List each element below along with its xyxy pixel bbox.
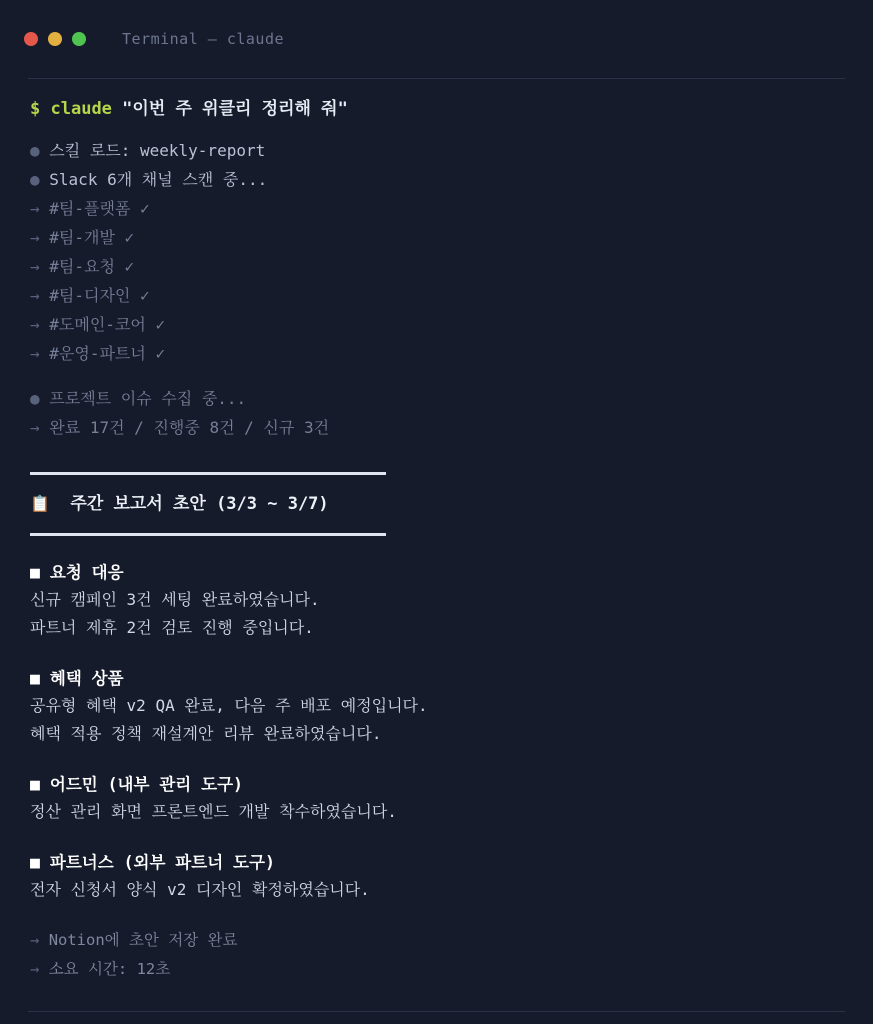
square-bullet-icon: ■ <box>30 563 40 582</box>
log-text: #팀-개발 ✓ <box>49 228 135 247</box>
log-text: #팀-요청 ✓ <box>49 257 135 276</box>
progress-log-2 <box>30 384 843 442</box>
log-text: 완료 17건 / 진행중 8건 / 신규 3건 <box>49 418 330 437</box>
section-heading <box>30 772 843 798</box>
bullet-dot-icon: ● <box>30 170 40 189</box>
log-line <box>30 165 843 194</box>
section-heading <box>30 850 843 876</box>
progress-log-1 <box>30 136 843 368</box>
report-rule-top <box>30 472 386 475</box>
arrow-icon: → <box>30 418 40 437</box>
report-heading-text: 주간 보고서 초안 (3/3 ~ 3/7) <box>70 494 329 514</box>
report-section <box>30 560 843 642</box>
zoom-button-icon[interactable] <box>72 32 86 46</box>
spacer <box>30 368 843 384</box>
section-line: 전자 신청서 양식 v2 디자인 확정하였습니다. <box>30 880 370 899</box>
section-heading <box>30 560 843 586</box>
bullet-dot-icon: ● <box>30 141 40 160</box>
section-line: 신규 캠페인 3건 세팅 완료하였습니다. <box>30 590 320 609</box>
arrow-icon: → <box>30 960 40 978</box>
window-title: Terminal — claude <box>122 30 285 48</box>
log-text: Notion에 초안 저장 완료 <box>48 931 238 949</box>
window-controls[interactable] <box>24 32 86 46</box>
section-body <box>30 798 843 826</box>
log-line <box>30 955 843 984</box>
report-section <box>30 772 843 826</box>
log-line <box>30 136 843 165</box>
arrow-icon: → <box>30 257 40 276</box>
bullet-dot-icon: ● <box>30 389 40 408</box>
report-section <box>30 850 843 904</box>
section-title: 파트너스 (외부 파트너 도구) <box>49 853 275 872</box>
log-text: Slack 6개 채널 스캔 중... <box>49 170 268 189</box>
log-line <box>30 194 843 223</box>
log-line <box>30 339 843 368</box>
log-line <box>30 281 843 310</box>
arrow-icon: → <box>30 931 40 949</box>
spacer <box>30 442 843 458</box>
log-text: 프로젝트 이슈 수집 중... <box>49 389 247 408</box>
command-name: claude <box>50 99 112 119</box>
section-line: 공유형 혜택 v2 QA 완료, 다음 주 배포 예정입니다. <box>30 696 428 715</box>
log-text: 소요 시간: 12초 <box>48 960 171 978</box>
log-line <box>30 310 843 339</box>
square-bullet-icon: ■ <box>30 853 40 872</box>
arrow-icon: → <box>30 286 40 305</box>
log-line <box>30 926 843 955</box>
close-button-icon[interactable] <box>24 32 38 46</box>
section-body <box>30 586 843 642</box>
section-body <box>30 876 843 904</box>
log-line <box>30 413 843 442</box>
report-section <box>30 666 843 748</box>
square-bullet-icon: ■ <box>30 669 40 688</box>
clipboard-icon: 📋 <box>30 494 50 513</box>
arrow-icon: → <box>30 315 40 334</box>
arrow-icon: → <box>30 228 40 247</box>
arrow-icon: → <box>30 199 40 218</box>
command-line <box>30 101 843 118</box>
log-text: #운영-파트너 ✓ <box>49 344 166 363</box>
log-line <box>30 223 843 252</box>
section-heading <box>30 666 843 692</box>
report-heading <box>30 489 843 519</box>
log-text: #팀-플랫폼 ✓ <box>49 199 150 218</box>
title-bar <box>0 0 873 78</box>
command-argument: "이번 주 위클리 정리해 줘" <box>122 99 348 119</box>
section-line: 정산 관리 화면 프론트엔드 개발 착수하였습니다. <box>30 802 397 821</box>
section-title: 어드민 (내부 관리 도구) <box>49 775 243 794</box>
footer-log <box>30 926 843 984</box>
minimize-button-icon[interactable] <box>48 32 62 46</box>
section-line: 혜택 적용 정책 재설계안 리뷰 완료하였습니다. <box>30 724 382 743</box>
arrow-icon: → <box>30 344 40 363</box>
log-text: #도메인-코어 ✓ <box>49 315 166 334</box>
log-text: #팀-디자인 ✓ <box>49 286 150 305</box>
section-title: 요청 대응 <box>49 563 124 582</box>
section-title: 혜택 상품 <box>49 669 124 688</box>
bottom-divider <box>28 1011 845 1012</box>
log-line <box>30 252 843 281</box>
section-line: 파트너 제휴 2건 검토 진행 중입니다. <box>30 618 314 637</box>
report-rule-bottom <box>30 533 386 536</box>
prompt-symbol: $ <box>30 99 41 119</box>
terminal-content <box>0 79 873 984</box>
log-line <box>30 384 843 413</box>
section-body <box>30 692 843 748</box>
log-text: 스킬 로드: weekly-report <box>49 141 266 160</box>
square-bullet-icon: ■ <box>30 775 40 794</box>
